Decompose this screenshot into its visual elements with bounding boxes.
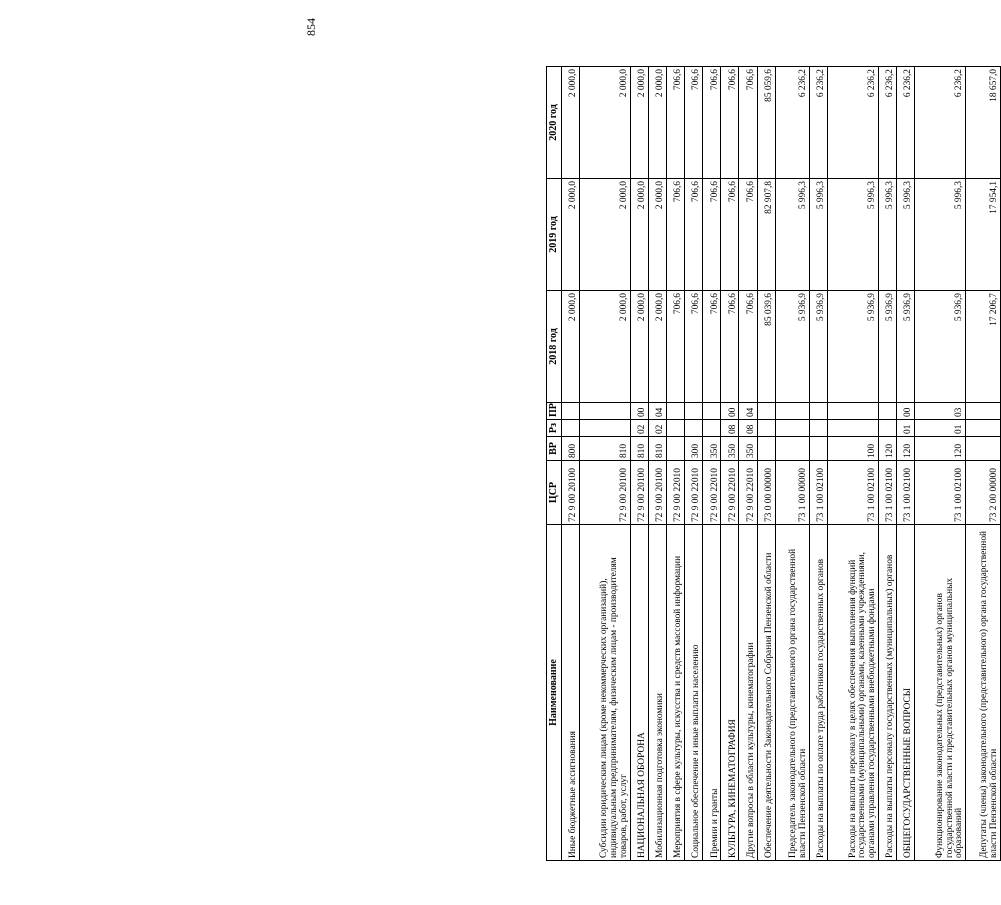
cell-2019: 5 996,3 bbox=[897, 179, 915, 291]
cell-vr: 350 bbox=[721, 437, 739, 461]
cell-2018: 2 000,0 bbox=[649, 291, 667, 403]
cell-2020: 6 236,2 bbox=[879, 67, 897, 179]
cell-rz bbox=[562, 420, 580, 437]
cell-rz: 02 bbox=[631, 420, 649, 437]
cell-2018: 706,6 bbox=[685, 291, 703, 403]
cell-csr: 73 2 00 00000 bbox=[966, 461, 1001, 525]
cell-2020: 2 000,0 bbox=[649, 67, 667, 179]
cell-name: Расходы на выплаты по оплате труда работников государственных органов bbox=[810, 525, 828, 861]
cell-csr: 73 0 00 00000 bbox=[757, 461, 775, 525]
col-header-vr: ВР bbox=[547, 437, 562, 461]
cell-name: Председатель законодательного (представительного) органа государственной власти Пензенской области bbox=[775, 525, 810, 861]
cell-rz bbox=[757, 420, 775, 437]
cell-vr: 810 bbox=[580, 437, 631, 461]
cell-name: НАЦИОНАЛЬНАЯ ОБОРОНА bbox=[631, 525, 649, 861]
col-header-rz: Рз bbox=[547, 420, 562, 437]
cell-name: ОБЩЕГОСУДАРСТВЕННЫЕ ВОПРОСЫ bbox=[897, 525, 915, 861]
cell-pr bbox=[810, 403, 828, 420]
cell-2019: 706,6 bbox=[739, 179, 757, 291]
cell-2019: 2 000,0 bbox=[649, 179, 667, 291]
cell-csr: 72 9 00 22010 bbox=[721, 461, 739, 525]
cell-rz bbox=[775, 420, 810, 437]
cell-2020: 6 236,2 bbox=[897, 67, 915, 179]
cell-name: Социальное обеспечение и иные выплаты населению bbox=[685, 525, 703, 861]
cell-pr: 04 bbox=[739, 403, 757, 420]
cell-name: Депутаты (члены) законодательного (представительного) органа государственной власти Пензенской области bbox=[966, 525, 1001, 861]
cell-vr: 100 bbox=[828, 437, 879, 461]
cell-pr bbox=[828, 403, 879, 420]
cell-2018: 5 936,9 bbox=[828, 291, 879, 403]
table-row bbox=[631, 67, 649, 861]
cell-pr bbox=[580, 403, 631, 420]
cell-pr: 03 bbox=[915, 403, 966, 420]
cell-2019: 5 996,3 bbox=[828, 179, 879, 291]
cell-vr bbox=[667, 437, 685, 461]
cell-vr bbox=[810, 437, 828, 461]
cell-vr: 120 bbox=[915, 437, 966, 461]
table-row bbox=[685, 67, 703, 861]
table-row bbox=[775, 67, 810, 861]
col-header-2018: 2018 год bbox=[547, 291, 562, 403]
cell-pr bbox=[562, 403, 580, 420]
cell-2020: 706,6 bbox=[739, 67, 757, 179]
cell-2020: 6 236,2 bbox=[775, 67, 810, 179]
cell-2018: 17 206,7 bbox=[966, 291, 1001, 403]
cell-csr: 73 1 00 02100 bbox=[897, 461, 915, 525]
cell-rz bbox=[703, 420, 721, 437]
cell-2018: 2 000,0 bbox=[562, 291, 580, 403]
cell-csr: 72 9 00 22010 bbox=[703, 461, 721, 525]
cell-2020: 2 000,0 bbox=[580, 67, 631, 179]
cell-rz bbox=[966, 420, 1001, 437]
table-row bbox=[757, 67, 775, 861]
cell-2019: 706,6 bbox=[667, 179, 685, 291]
cell-csr: 72 9 00 20100 bbox=[631, 461, 649, 525]
cell-pr bbox=[703, 403, 721, 420]
table-row bbox=[649, 67, 667, 861]
cell-csr: 73 1 00 00000 bbox=[775, 461, 810, 525]
cell-rz: 08 bbox=[721, 420, 739, 437]
col-header-2020: 2020 год bbox=[547, 67, 562, 179]
cell-2020: 85 059,6 bbox=[757, 67, 775, 179]
cell-csr: 73 1 00 02100 bbox=[828, 461, 879, 525]
cell-name: Функционирование законодательных (представительных) органов государственной власти и представительных органов муниципальных образований bbox=[915, 525, 966, 861]
cell-2018: 2 000,0 bbox=[580, 291, 631, 403]
cell-2018: 706,6 bbox=[703, 291, 721, 403]
cell-vr: 800 bbox=[562, 437, 580, 461]
cell-csr: 72 9 00 22010 bbox=[685, 461, 703, 525]
cell-rz bbox=[879, 420, 897, 437]
cell-pr bbox=[757, 403, 775, 420]
table-row bbox=[739, 67, 757, 861]
cell-pr: 00 bbox=[631, 403, 649, 420]
cell-2020: 6 236,2 bbox=[810, 67, 828, 179]
cell-2020: 706,6 bbox=[721, 67, 739, 179]
cell-2018: 706,6 bbox=[721, 291, 739, 403]
cell-2019: 2 000,0 bbox=[562, 179, 580, 291]
cell-2018: 5 936,9 bbox=[897, 291, 915, 403]
cell-2019: 706,6 bbox=[685, 179, 703, 291]
table-row bbox=[828, 67, 879, 861]
cell-rz bbox=[580, 420, 631, 437]
cell-rz bbox=[810, 420, 828, 437]
cell-csr: 72 9 00 22010 bbox=[667, 461, 685, 525]
cell-rz bbox=[685, 420, 703, 437]
cell-pr bbox=[966, 403, 1001, 420]
cell-2018: 706,6 bbox=[739, 291, 757, 403]
cell-2019: 17 954,1 bbox=[966, 179, 1001, 291]
cell-2019: 2 000,0 bbox=[580, 179, 631, 291]
cell-name: Обеспечение деятельности Законодательного Собрания Пензенской области bbox=[757, 525, 775, 861]
col-header-2019: 2019 год bbox=[547, 179, 562, 291]
rotated-table-container bbox=[546, 67, 1001, 861]
cell-2020: 706,6 bbox=[685, 67, 703, 179]
cell-pr: 00 bbox=[897, 403, 915, 420]
table-row bbox=[667, 67, 685, 861]
cell-vr: 120 bbox=[879, 437, 897, 461]
table-row bbox=[721, 67, 739, 861]
cell-vr: 350 bbox=[703, 437, 721, 461]
cell-csr: 72 9 00 20100 bbox=[580, 461, 631, 525]
cell-2019: 5 996,3 bbox=[915, 179, 966, 291]
cell-name: Мероприятия в сфере культуры, искусства и средств массовой информации bbox=[667, 525, 685, 861]
cell-csr: 73 1 00 02100 bbox=[879, 461, 897, 525]
cell-name: Субсидии юридическим лицам (кроме некоммерческих организаций), индивидуальным предпринимателям, физическим лицам - производителям товаров, работ, услуг bbox=[580, 525, 631, 861]
cell-rz: 01 bbox=[897, 420, 915, 437]
table-row bbox=[879, 67, 897, 861]
cell-name: Иные бюджетные ассигнования bbox=[562, 525, 580, 861]
cell-name: Расходы на выплаты персоналу государственных (муниципальных) органов bbox=[879, 525, 897, 861]
cell-2020: 6 236,2 bbox=[915, 67, 966, 179]
cell-name: Премии и гранты bbox=[703, 525, 721, 861]
cell-2019: 706,6 bbox=[721, 179, 739, 291]
cell-rz: 01 bbox=[915, 420, 966, 437]
cell-2020: 706,6 bbox=[667, 67, 685, 179]
cell-pr bbox=[667, 403, 685, 420]
cell-pr bbox=[775, 403, 810, 420]
cell-2018: 85 039,6 bbox=[757, 291, 775, 403]
cell-2020: 6 236,2 bbox=[828, 67, 879, 179]
col-header-pr: ПР bbox=[547, 403, 562, 420]
cell-vr: 120 bbox=[897, 437, 915, 461]
cell-2019: 5 996,3 bbox=[775, 179, 810, 291]
cell-rz bbox=[828, 420, 879, 437]
table-row bbox=[810, 67, 828, 861]
table-row bbox=[703, 67, 721, 861]
cell-2020: 2 000,0 bbox=[562, 67, 580, 179]
cell-csr: 73 1 00 02100 bbox=[810, 461, 828, 525]
cell-vr: 810 bbox=[631, 437, 649, 461]
cell-2019: 706,6 bbox=[703, 179, 721, 291]
cell-pr: 04 bbox=[649, 403, 667, 420]
table-row bbox=[915, 67, 966, 861]
table-body bbox=[562, 67, 1001, 861]
cell-vr bbox=[757, 437, 775, 461]
cell-2020: 2 000,0 bbox=[631, 67, 649, 179]
cell-2018: 706,6 bbox=[667, 291, 685, 403]
table-row bbox=[580, 67, 631, 861]
cell-name: Расходы на выплаты персоналу в целях обеспечения выполнения функций государственными (муниципальными) органами, казенными учреждениями, органами управления государственными внебюджетными фондами bbox=[828, 525, 879, 861]
cell-vr bbox=[966, 437, 1001, 461]
cell-2018: 5 936,9 bbox=[775, 291, 810, 403]
cell-rz: 02 bbox=[649, 420, 667, 437]
cell-name: КУЛЬТУРА, КИНЕМАТОГРАФИЯ bbox=[721, 525, 739, 861]
cell-2020: 706,6 bbox=[703, 67, 721, 179]
cell-2018: 5 936,9 bbox=[810, 291, 828, 403]
cell-rz: 08 bbox=[739, 420, 757, 437]
table-row bbox=[897, 67, 915, 861]
cell-2019: 2 000,0 bbox=[631, 179, 649, 291]
table-row bbox=[966, 67, 1001, 861]
cell-rz bbox=[667, 420, 685, 437]
cell-2018: 2 000,0 bbox=[631, 291, 649, 403]
cell-csr: 73 1 00 02100 bbox=[915, 461, 966, 525]
cell-vr: 810 bbox=[649, 437, 667, 461]
cell-pr bbox=[685, 403, 703, 420]
cell-2020: 18 657,0 bbox=[966, 67, 1001, 179]
cell-csr: 72 9 00 20100 bbox=[562, 461, 580, 525]
cell-vr bbox=[775, 437, 810, 461]
cell-pr: 00 bbox=[721, 403, 739, 420]
cell-csr: 72 9 00 22010 bbox=[739, 461, 757, 525]
cell-2018: 5 936,9 bbox=[915, 291, 966, 403]
col-header-csr: ЦСР bbox=[547, 461, 562, 525]
budget-table bbox=[546, 66, 1001, 861]
cell-2018: 5 936,9 bbox=[879, 291, 897, 403]
table-header-row bbox=[547, 67, 562, 861]
cell-2019: 82 907,8 bbox=[757, 179, 775, 291]
table-row bbox=[562, 67, 580, 861]
cell-2019: 5 996,3 bbox=[810, 179, 828, 291]
cell-name: Другие вопросы в области культуры, кинематографии bbox=[739, 525, 757, 861]
cell-name: Мобилизационная подготовка экономики bbox=[649, 525, 667, 861]
cell-2019: 5 996,3 bbox=[879, 179, 897, 291]
cell-pr bbox=[879, 403, 897, 420]
col-header-name: Наименование bbox=[547, 525, 562, 861]
cell-csr: 72 9 00 20100 bbox=[649, 461, 667, 525]
page-number: 854 bbox=[304, 18, 318, 36]
cell-vr: 350 bbox=[739, 437, 757, 461]
cell-vr: 300 bbox=[685, 437, 703, 461]
